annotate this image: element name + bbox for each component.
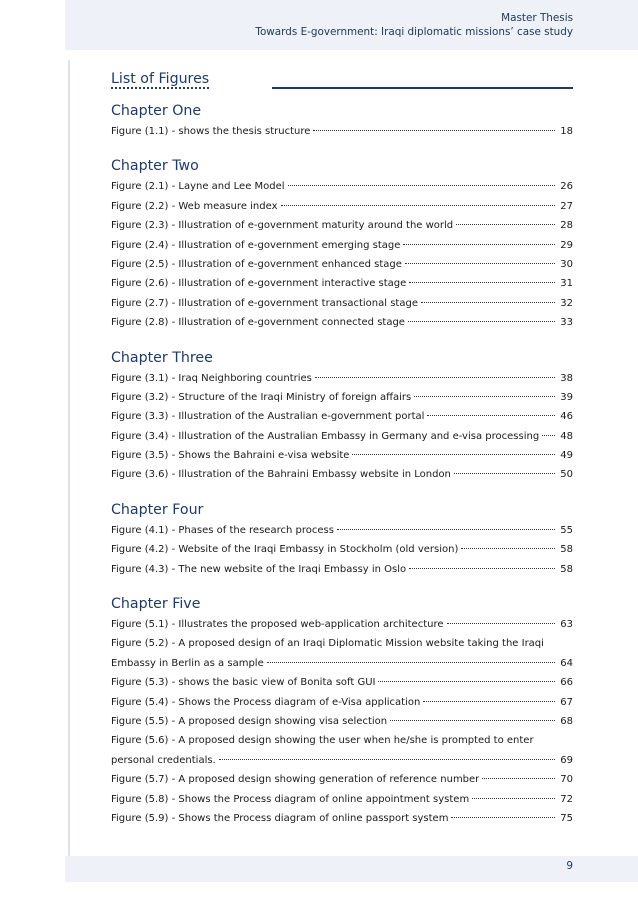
figure-entry-label: Figure (3.3) - Illustration of the Australian e-government portal xyxy=(111,411,425,423)
figure-page-number: 75 xyxy=(560,812,573,824)
chapter-section xyxy=(111,347,573,485)
figure-entry[interactable] xyxy=(111,407,573,426)
figure-entry-label: Figure (3.6) - Illustration of the Bahraini Embassy website in London xyxy=(111,469,451,481)
dot-leader xyxy=(409,568,555,569)
figure-entry[interactable] xyxy=(111,540,573,559)
figure-page-number: 46 xyxy=(560,411,573,423)
figure-page-number: 26 xyxy=(560,181,573,193)
figure-page-number: 58 xyxy=(560,563,573,575)
figure-page-number: 30 xyxy=(560,258,573,270)
figure-page-number: 49 xyxy=(560,450,573,462)
figure-page-number: 68 xyxy=(560,715,573,727)
figure-entry[interactable] xyxy=(111,274,573,293)
dot-leader xyxy=(482,778,555,779)
dot-leader xyxy=(390,720,555,721)
dot-leader xyxy=(267,662,556,663)
figure-entry-label: Figure (2.1) - Layne and Lee Model xyxy=(111,181,285,193)
dot-leader xyxy=(337,529,555,530)
figure-entry[interactable] xyxy=(111,313,573,332)
figure-entry[interactable] xyxy=(111,521,573,540)
dot-leader xyxy=(461,548,555,549)
figure-entry-label: Figure (2.3) - Illustration of e-government maturity around the world xyxy=(111,220,454,232)
figure-page-number: 70 xyxy=(560,774,573,786)
figure-entry[interactable] xyxy=(111,790,573,809)
figure-entry[interactable] xyxy=(111,216,573,235)
dot-leader xyxy=(409,282,555,283)
dot-leader xyxy=(219,759,556,760)
figure-entry[interactable] xyxy=(111,751,573,770)
figure-entry-continuation: personal credentials. xyxy=(111,754,216,766)
figure-page-number: 64 xyxy=(560,657,573,669)
figure-entry-label: Figure (1.1) - shows the thesis structure xyxy=(111,126,311,137)
figure-entry-label: Figure (2.7) - Illustration of e-government transactional stage xyxy=(111,297,418,309)
dot-leader xyxy=(378,681,555,682)
figure-page-number: 55 xyxy=(560,524,573,536)
figure-page-number: 50 xyxy=(560,469,573,481)
header-line-1: Master Thesis xyxy=(501,12,573,24)
figure-entry-label[interactable]: Figure (5.2) - A proposed design of an Iraqi Diplomatic Mission website taking the Iraqi xyxy=(111,638,544,650)
list-of-figures xyxy=(111,66,573,828)
figure-entry-label[interactable]: Figure (5.6) - A proposed design showing the user when he/she is prompted to enter xyxy=(111,735,534,747)
figure-entry-label: Figure (5.8) - Shows the Process diagram of online appointment system xyxy=(111,793,470,805)
chapter-heading: Chapter Five xyxy=(111,596,201,613)
dot-leader xyxy=(281,205,556,206)
figure-entry[interactable] xyxy=(111,294,573,313)
figure-entry-label: Figure (4.2) - Website of the Iraqi Embassy in Stockholm (old version) xyxy=(111,544,459,556)
figure-entry-continuation: Embassy in Berlin as a sample xyxy=(111,657,264,669)
figure-entry[interactable] xyxy=(111,615,573,634)
figure-entry[interactable] xyxy=(111,673,573,692)
dot-leader xyxy=(414,396,555,397)
figure-entry[interactable] xyxy=(111,770,573,789)
figure-page-number: 18 xyxy=(560,126,573,137)
figure-page-number: 69 xyxy=(560,754,573,766)
figure-entry[interactable] xyxy=(111,427,573,446)
figure-entry-label: Figure (5.1) - Illustrates the proposed web-application architecture xyxy=(111,619,444,631)
figure-entry-label: Figure (3.4) - Illustration of the Australian Embassy in Germany and e-visa processing xyxy=(111,430,540,442)
footer-band xyxy=(65,856,638,882)
chapters-container xyxy=(111,100,573,828)
dot-leader xyxy=(447,623,556,624)
figure-entry[interactable] xyxy=(111,236,573,255)
dot-leader xyxy=(454,473,555,474)
figure-page-number: 66 xyxy=(560,677,573,689)
chapter-section xyxy=(111,155,573,332)
figure-page-number: 33 xyxy=(560,317,573,329)
figure-entry-label: Figure (2.8) - Illustration of e-government connected stage xyxy=(111,317,405,329)
running-header xyxy=(255,11,573,40)
dot-leader xyxy=(315,377,555,378)
figure-entry-label: Figure (5.3) - shows the basic view of Bonita soft GUI xyxy=(111,677,376,689)
dot-leader xyxy=(352,454,555,455)
figure-entry-label: Figure (5.5) - A proposed design showing visa selection xyxy=(111,715,388,727)
figure-page-number: 39 xyxy=(560,391,573,403)
figure-entry[interactable] xyxy=(111,560,573,579)
dot-leader xyxy=(542,435,555,436)
figure-entry-label: Figure (2.6) - Illustration of e-government interactive stage xyxy=(111,278,407,290)
title-underline xyxy=(272,87,573,89)
figure-entry[interactable] xyxy=(111,809,573,828)
figure-entry-label: Figure (3.1) - Iraq Neighboring countries xyxy=(111,372,312,384)
figure-entry-label: Figure (5.4) - Shows the Process diagram of e-Visa application xyxy=(111,696,421,708)
dot-leader xyxy=(288,185,556,186)
dot-leader xyxy=(472,798,555,799)
figure-entry-label: Figure (3.2) - Structure of the Iraqi Ministry of foreign affairs xyxy=(111,391,412,403)
chapter-section xyxy=(111,499,573,579)
figure-entry[interactable] xyxy=(111,369,573,388)
figure-entry[interactable] xyxy=(111,446,573,465)
dot-leader xyxy=(421,302,555,303)
chapter-heading: Chapter Three xyxy=(111,349,213,366)
figure-entry[interactable] xyxy=(111,177,573,196)
page-title: List of Figures xyxy=(111,71,210,87)
figure-page-number: 48 xyxy=(560,430,573,442)
dot-leader xyxy=(423,701,555,702)
dot-leader xyxy=(403,244,555,245)
figure-page-number: 29 xyxy=(560,239,573,251)
figure-page-number: 58 xyxy=(560,544,573,556)
figure-page-number: 67 xyxy=(560,696,573,708)
figure-page-number: 31 xyxy=(560,278,573,290)
figure-page-number: 27 xyxy=(560,200,573,212)
figure-entry[interactable] xyxy=(111,654,573,673)
figure-entry[interactable] xyxy=(111,197,573,216)
figure-entry[interactable] xyxy=(111,693,573,712)
dot-leader xyxy=(313,130,555,131)
header-line-2: Towards E-government: Iraqi diplomatic missions’ case study xyxy=(255,26,573,39)
dot-leader xyxy=(408,321,555,322)
figure-page-number: 63 xyxy=(560,619,573,631)
figure-page-number: 72 xyxy=(560,793,573,805)
figure-entry[interactable] xyxy=(111,465,573,484)
figure-page-number: 38 xyxy=(560,372,573,384)
chapter-heading: Chapter One xyxy=(111,103,202,119)
figure-entry-label: Figure (3.5) - Shows the Bahraini e-visa website xyxy=(111,450,350,462)
figure-entry[interactable] xyxy=(111,388,573,407)
left-margin-rule xyxy=(68,60,70,856)
figure-entry-label: Figure (5.9) - Shows the Process diagram of online passport system xyxy=(111,812,449,824)
figure-entry-label: Figure (5.7) - A proposed design showing generation of reference number xyxy=(111,774,480,786)
chapter-section xyxy=(111,593,573,828)
figure-entry-label: Figure (2.2) - Web measure index xyxy=(111,200,278,212)
dot-leader xyxy=(427,415,555,416)
figure-entry-label: Figure (2.5) - Illustration of e-government enhanced stage xyxy=(111,258,402,270)
dot-leader xyxy=(405,263,555,264)
figure-page-number: 28 xyxy=(560,220,573,232)
dot-leader xyxy=(456,224,555,225)
title-row xyxy=(111,66,573,92)
figure-page-number: 32 xyxy=(560,297,573,309)
figure-entry-label: Figure (4.3) - The new website of the Iraqi Embassy in Oslo xyxy=(111,563,407,575)
page-number: 9 xyxy=(566,860,573,872)
figure-entry[interactable] xyxy=(111,255,573,274)
figure-entry-label: Figure (2.4) - Illustration of e-government emerging stage xyxy=(111,239,401,251)
chapter-heading: Chapter Four xyxy=(111,501,204,518)
dot-leader xyxy=(451,817,555,818)
figure-entry[interactable] xyxy=(111,712,573,731)
figure-entry-label: Figure (4.1) - Phases of the research process xyxy=(111,524,334,536)
chapter-heading: Chapter Two xyxy=(111,158,199,175)
chapter-section xyxy=(111,100,573,141)
figure-entry[interactable] xyxy=(111,122,573,141)
